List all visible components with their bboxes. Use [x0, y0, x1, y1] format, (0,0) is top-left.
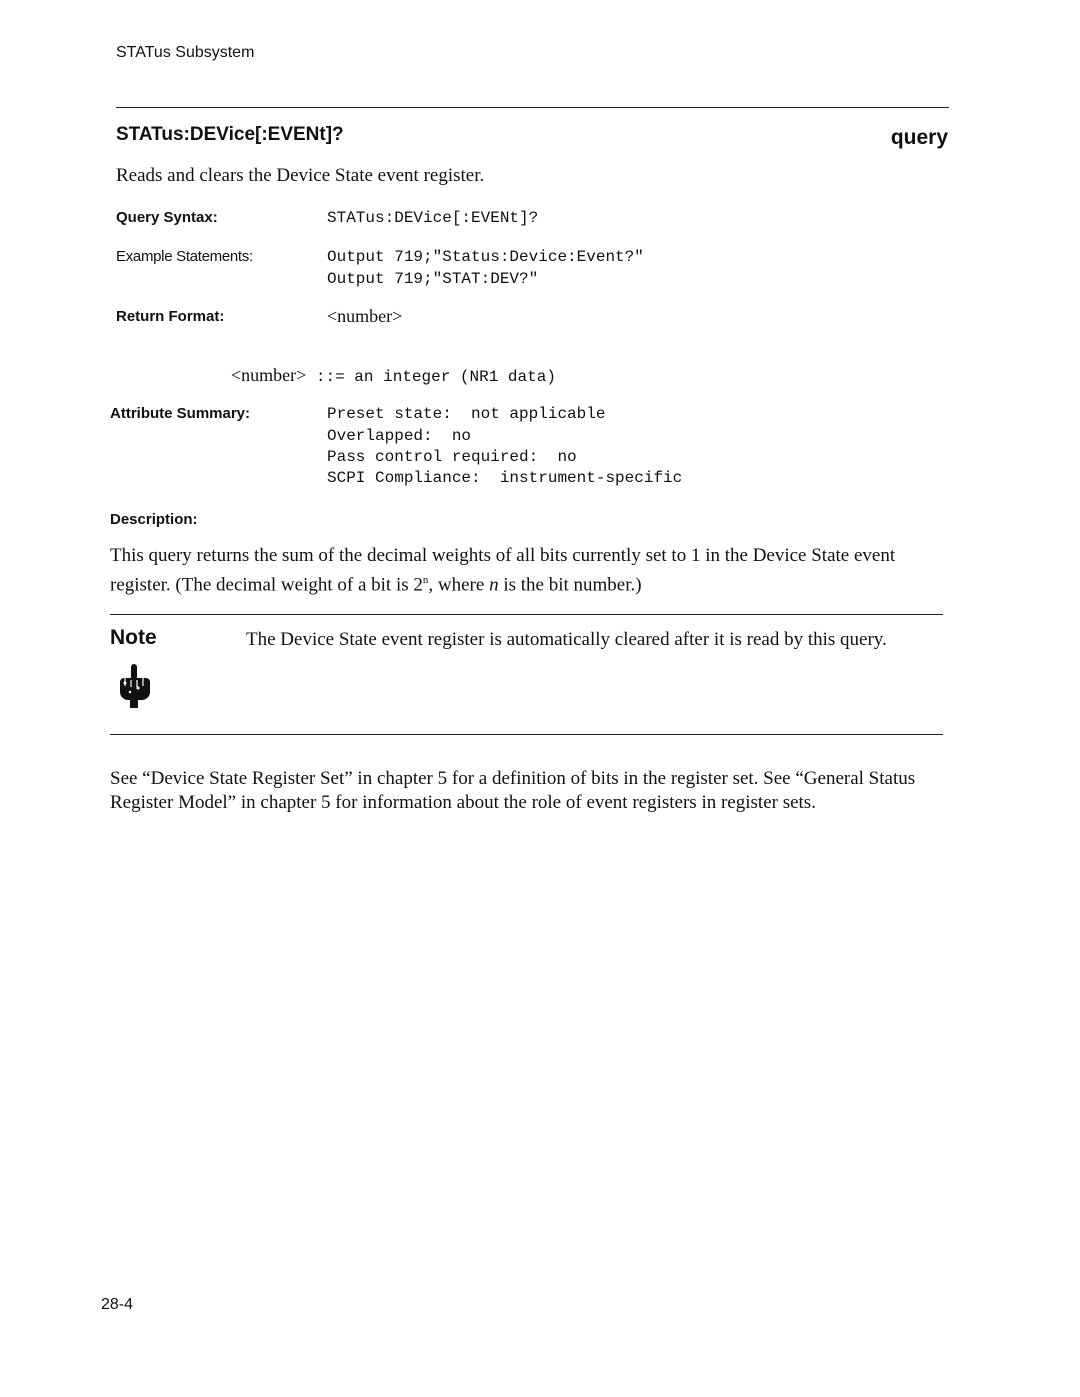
- see-also-paragraph: See “Device State Register Set” in chapter 5 for a definition of bits in the register set. See “General Status Register Model” in chapter 5 for information about the role of event registers in register sets.: [110, 768, 916, 813]
- query-syntax-value: STATus:DEVice[:EVENt]?: [327, 209, 539, 227]
- return-format-label: Return Format:: [116, 308, 225, 325]
- attribute-line-1: Preset state: not applicable: [327, 405, 606, 423]
- description-variable: n: [489, 574, 499, 596]
- definition-text: ::= an integer (NR1 data): [306, 368, 556, 386]
- page-number: 28-4: [101, 1296, 134, 1313]
- return-format-value: <number>: [327, 306, 403, 326]
- attribute-line-2: Overlapped: no: [327, 427, 472, 445]
- example-statement-2: Output 719;"STAT:DEV?": [327, 270, 539, 288]
- note-label: Note: [110, 626, 157, 649]
- description-label: Description:: [110, 511, 198, 528]
- attribute-summary-label: Attribute Summary:: [110, 405, 251, 422]
- query-syntax-label: Query Syntax:: [116, 209, 218, 226]
- command-title: STATus:DEVice[:EVENt]?: [116, 124, 344, 145]
- definition-term: <number>: [231, 365, 307, 385]
- top-divider: [116, 107, 949, 108]
- running-head: STATus Subsystem: [116, 44, 255, 61]
- pointing-hand-icon: [116, 664, 152, 708]
- description-paragraph: [110, 544, 950, 597]
- return-format-definition: [231, 365, 556, 386]
- description-text-2: , where: [428, 574, 490, 596]
- example-statement-1: Output 719;"Status:Device:Event?": [327, 248, 644, 266]
- description-exponent: n: [422, 574, 429, 586]
- note-top-divider: [110, 614, 943, 615]
- command-intro: Reads and clears the Device State event register.: [116, 165, 485, 186]
- note-text: The Device State event register is automatically cleared after it is read by this query.: [246, 629, 887, 650]
- example-statements-label: Example Statements:: [116, 248, 253, 265]
- description-text-1: This query returns the sum of the decimal weights of all bits currently set to 1 in the Device State event register. (The decimal weight of a bit is 2: [110, 545, 896, 596]
- attribute-line-3: Pass control required: no: [327, 448, 577, 466]
- description-text-3: is the bit number.): [498, 574, 642, 596]
- attribute-line-4: SCPI Compliance: instrument-specific: [327, 469, 683, 487]
- note-bottom-divider: [110, 734, 943, 735]
- command-type: query: [890, 126, 948, 149]
